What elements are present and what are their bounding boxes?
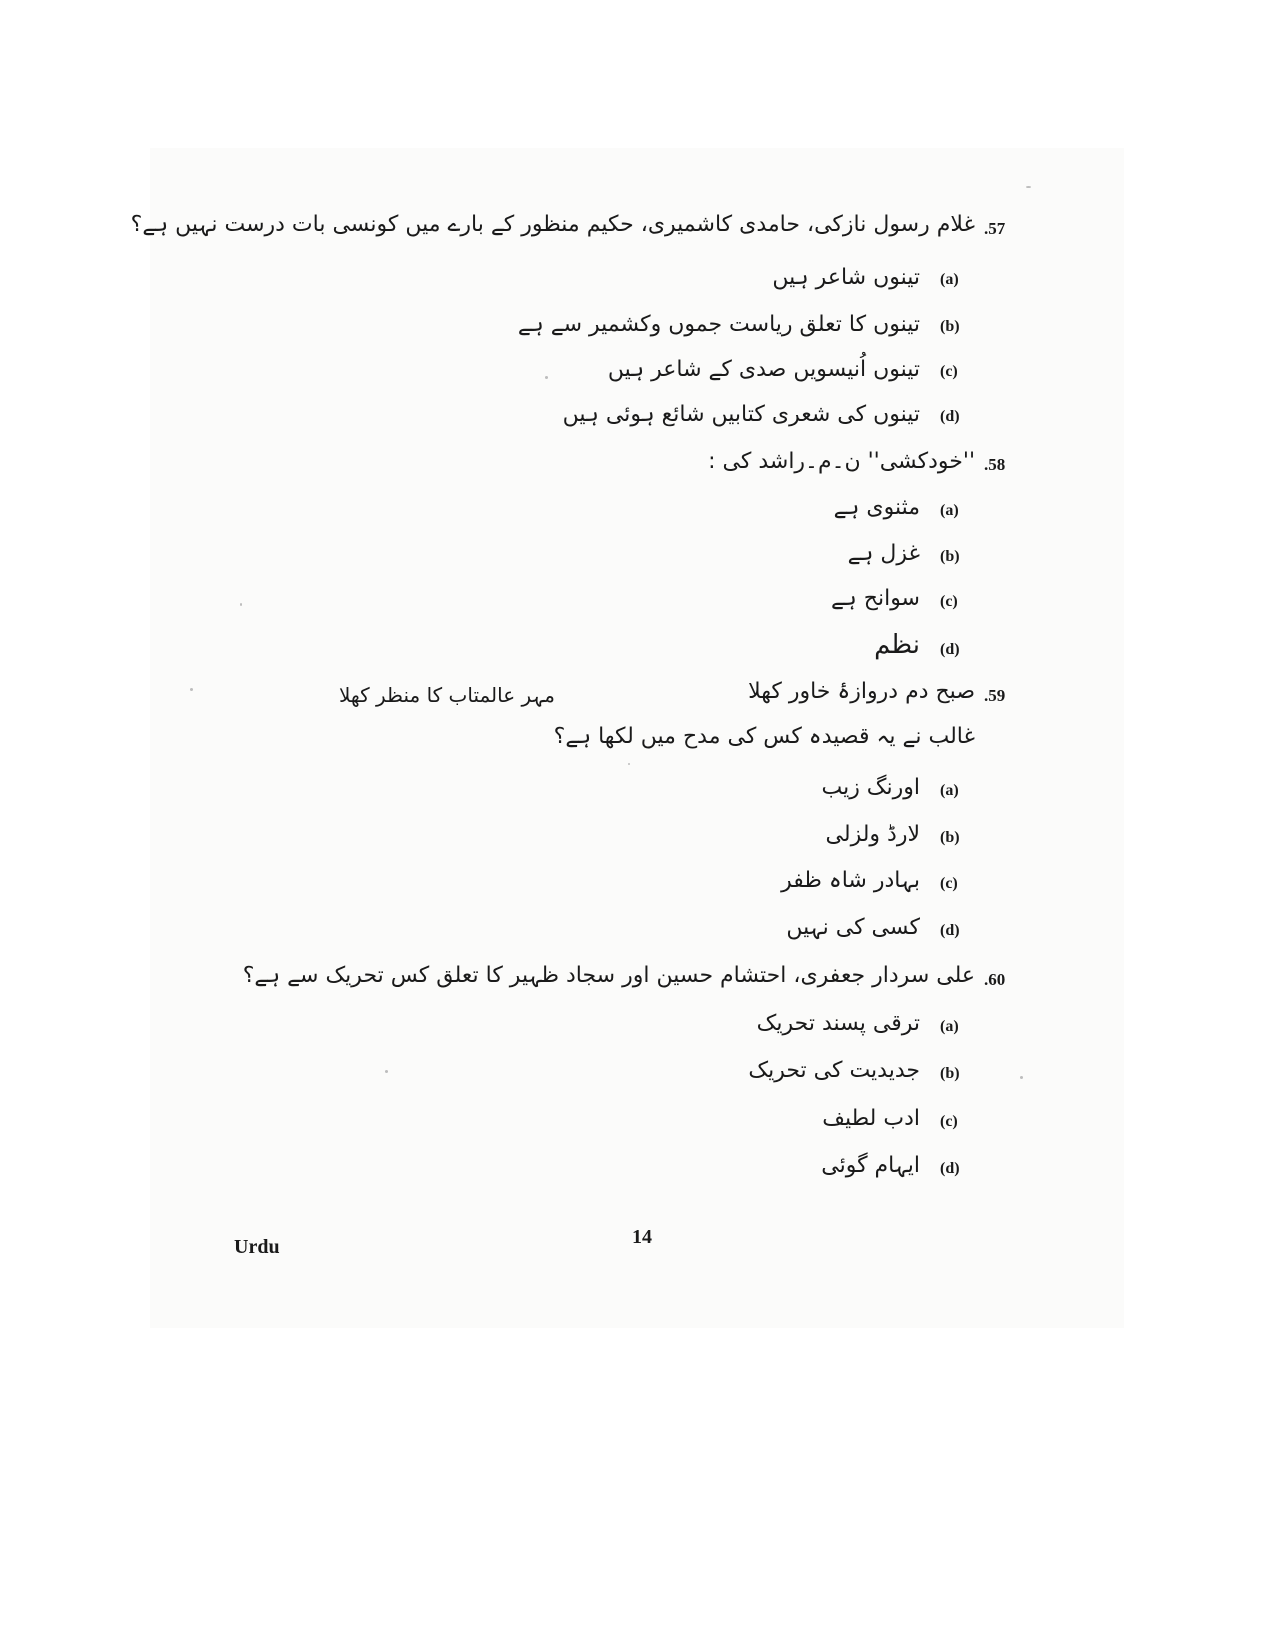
option-label: (c) bbox=[940, 593, 958, 610]
option-text: ایہام گوئی bbox=[821, 1153, 920, 1178]
option-text: بہادر شاہ ظفر bbox=[781, 868, 920, 893]
question-number: .57 bbox=[984, 219, 1006, 238]
option-label: (a) bbox=[940, 1018, 959, 1035]
option-text: غزل ہے bbox=[847, 541, 920, 566]
option-label: (a) bbox=[940, 271, 959, 288]
option-label: (d) bbox=[940, 922, 960, 939]
option-text: ترقی پسند تحریک bbox=[756, 1011, 920, 1036]
scan-speck bbox=[385, 1070, 388, 1073]
verse-first-line: صبح دم دروازۂ خاور کھلا bbox=[748, 679, 975, 704]
option-text: سوانح ہے bbox=[830, 586, 920, 611]
option-label: (c) bbox=[940, 1113, 958, 1130]
page-number: 14 bbox=[632, 1226, 652, 1248]
option-label: (c) bbox=[940, 363, 958, 380]
option-label: (a) bbox=[940, 502, 959, 519]
scan-speck bbox=[1020, 1076, 1023, 1079]
option-text: تینوں کا تعلق ریاست جموں وکشمیر سے ہے bbox=[517, 312, 920, 337]
option-label: (a) bbox=[940, 782, 959, 799]
option-text: جدیدیت کی تحریک bbox=[748, 1058, 920, 1083]
option-text: تینوں شاعر ہیں bbox=[772, 265, 920, 290]
option-text: اورنگ زیب bbox=[821, 775, 920, 800]
option-label: (d) bbox=[940, 1160, 960, 1177]
option-label: (b) bbox=[940, 1065, 960, 1082]
option-label: (d) bbox=[940, 408, 960, 425]
scan-speck bbox=[545, 376, 548, 379]
option-text: تینوں اُنیسویں صدی کے شاعر ہیں bbox=[607, 357, 920, 382]
question-number: .59 bbox=[984, 686, 1006, 705]
option-label: (b) bbox=[940, 829, 960, 846]
option-text: کسی کی نہیں bbox=[786, 915, 920, 940]
question-text: غالب نے یہ قصیدہ کس کی مدح میں لکھا ہے؟ bbox=[553, 724, 975, 749]
question-text: علی سردار جعفری، احتشام حسین اور سجاد ظہیر کا تعلق کس تحریک سے ہے؟ bbox=[242, 963, 975, 988]
option-label: (b) bbox=[940, 318, 960, 335]
option-text: تینوں کی شعری کتابیں شائع ہوئی ہیں bbox=[562, 402, 920, 427]
option-text: لارڈ ولزلی bbox=[825, 822, 920, 847]
option-text: ادب لطیف bbox=[822, 1106, 920, 1131]
option-label: (d) bbox=[940, 641, 960, 658]
footer-subject: Urdu bbox=[234, 1236, 280, 1258]
option-text: نظم bbox=[874, 630, 920, 660]
scan-speck bbox=[240, 603, 242, 606]
verse-second-line: مہر عالمتاب کا منظر کھلا bbox=[338, 683, 555, 707]
option-text: مثنوی ہے bbox=[833, 495, 920, 520]
question-number: .60 bbox=[984, 970, 1006, 989]
option-label: (c) bbox=[940, 875, 958, 892]
question-text: ''خودکشی'' ن۔م۔راشد کی : bbox=[708, 449, 975, 474]
question-text: غلام رسول نازکی، حامدی کاشمیری، حکیم منظور کے بارے میں کونسی بات درست نہیں ہے؟ bbox=[130, 212, 975, 237]
option-label: (b) bbox=[940, 548, 960, 565]
scan-speck bbox=[1026, 186, 1031, 188]
scan-speck bbox=[628, 763, 630, 765]
question-number: .58 bbox=[984, 455, 1006, 474]
scan-speck bbox=[190, 688, 193, 691]
